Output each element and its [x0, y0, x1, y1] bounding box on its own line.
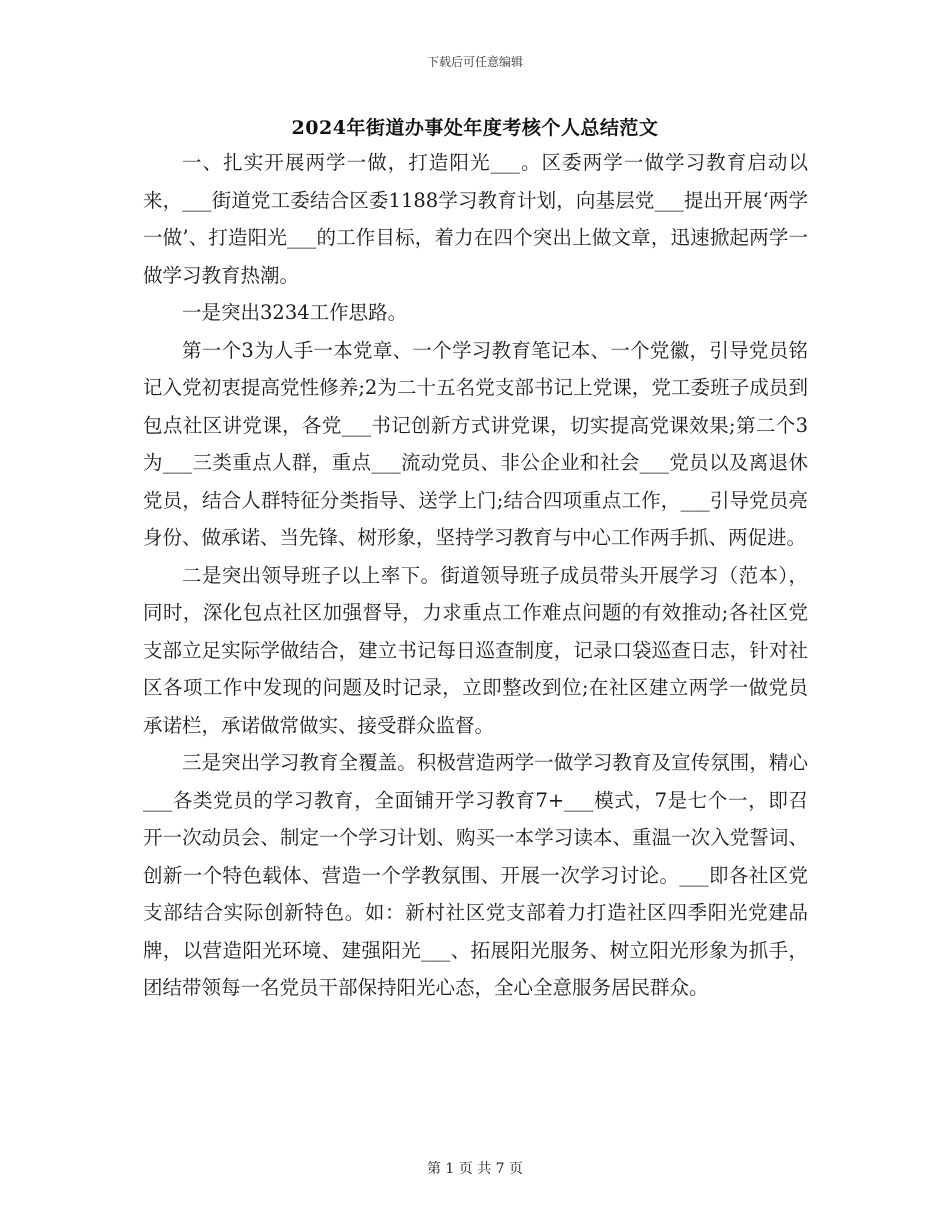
- paragraph: 一是突出3234工作思路。: [182, 301, 408, 324]
- document-body: [143, 144, 808, 1007]
- page-number: 第 1 页 共 7 页: [426, 1161, 524, 1177]
- paragraph: 三是突出学习教育全覆盖。积极营造两学一做学习教育及宣传氛围，精心___各类党员的学习教育，全面铺开学习教育7+___模式，7是七个一，即召开一次动员会、制定一个学习计划、购买一本学习读本、重温一次入党誓词、创新一个特色载体、营造一个学教氛围、开展一次学习讨论。___即各社区党支部结合实际创新特色。如：新村社区党支部着力打造社区四季阳光党建品牌，以营造阳光环境、建强阳光___、拓展阳光服务、树立阳光形象为抓手，团结带领每一名党员干部保持阳光心态，全心全意服务居民群众。: [143, 751, 808, 999]
- paragraph: 一、扎实开展两学一做，打造阳光___。区委两学一做学习教育启动以来，___街道党工委结合区委1188学习教育计划，向基层党___提出开展‘两学一做’、打造阳光___的工作目标，着力在四个突出上做文章，迅速掀起两学一做学习教育热潮。: [143, 151, 808, 287]
- paragraph: 第一个3为人手一本党章、一个学习教育笔记本、一个党徽，引导党员铭记入党初衷提高党性修养;2为二十五名党支部书记上党课，党工委班子成员到包点社区讲党课，各党___书记创新方式讲党课，切实提高党课效果;第二个3为___三类重点人群，重点___流动党员、非公企业和社会___党员以及离退休党员，结合人群特征分类指导、送学上门;结合四项重点工作，___引导党员亮身份、做承诺、当先锋、树形象，坚持学习教育与中心工作两手抓、两促进。: [143, 338, 808, 549]
- paragraph: 二是突出领导班子以上率下。街道领导班子成员带头开展学习（范本），同时，深化包点社区加强督导，力求重点工作难点问题的有效推动;各社区党支部立足实际学做结合，建立书记每日巡查制度，记录口袋巡查日志，针对社区各项工作中发现的问题及时记录，立即整改到位;在社区建立两学一做党员承诺栏，承诺做常做实、接受群众监督。: [143, 563, 808, 737]
- document-title: 2024年街道办事处年度考核个人总结范文: [291, 117, 659, 139]
- header-note: 下载后可任意编辑: [426, 55, 523, 69]
